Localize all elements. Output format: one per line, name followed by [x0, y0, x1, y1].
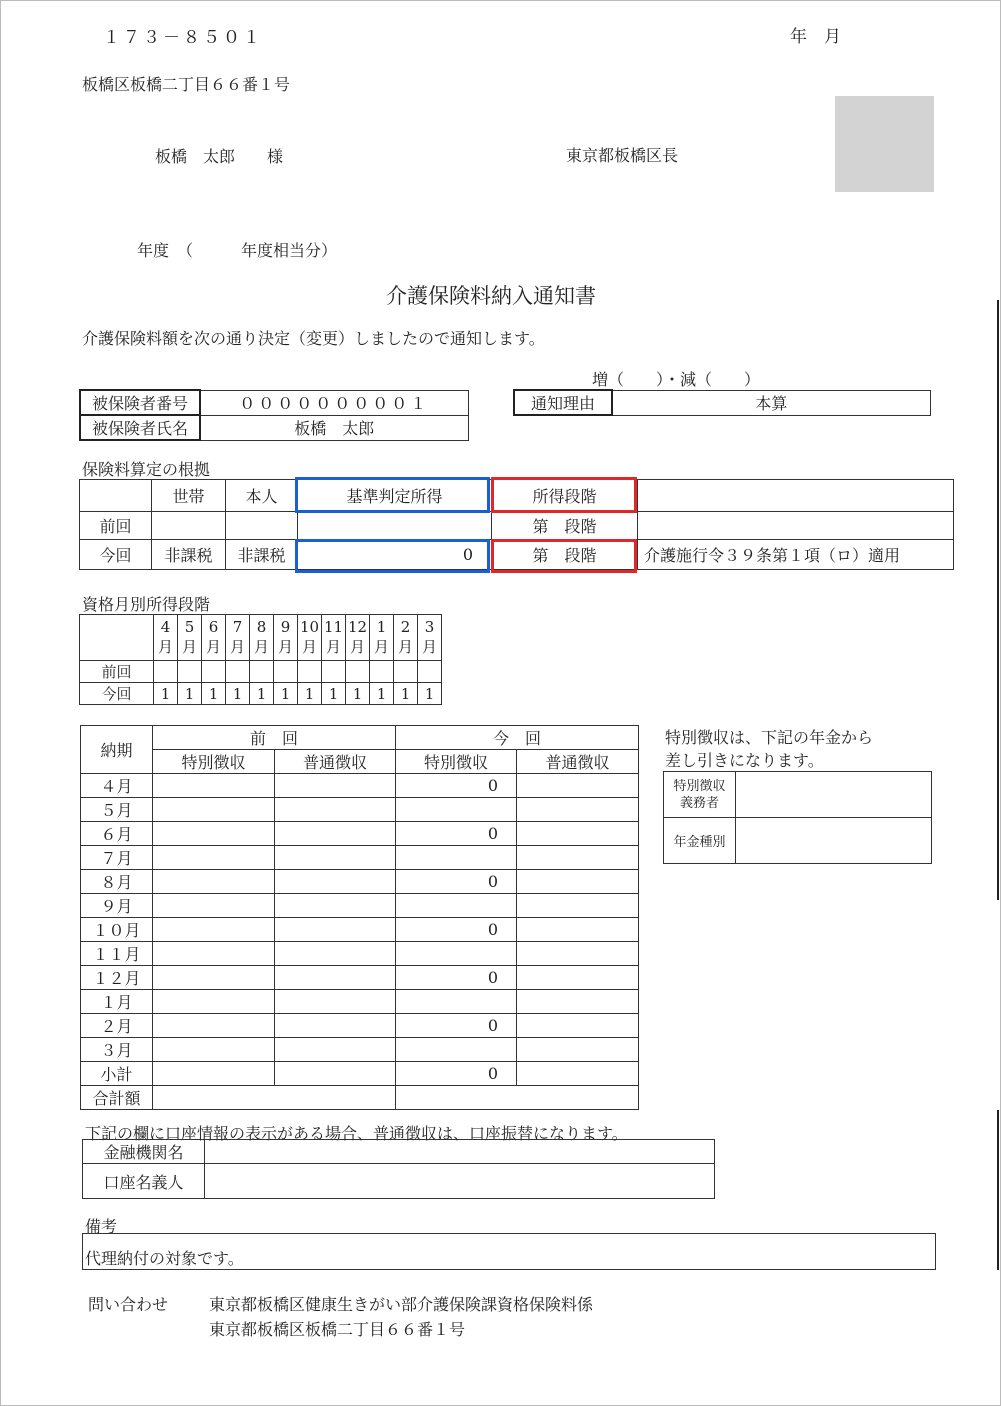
payment-curr-special	[396, 990, 517, 1014]
payment-prev-normal-label: 普通徴収	[275, 750, 396, 774]
month-header: 1 月	[370, 615, 394, 661]
basis-header-note	[638, 480, 954, 512]
bank-institution-value	[205, 1140, 715, 1164]
payment-row	[81, 918, 639, 942]
payment-row	[81, 798, 639, 822]
pension-type-value	[736, 818, 932, 864]
obligor-value	[736, 772, 932, 818]
recipient-address: 板橋区板橋二丁目６６番１号	[82, 75, 291, 94]
basis-stage: 第 段階	[492, 512, 638, 540]
payment-curr-normal	[517, 846, 639, 870]
monthly-cell: 1	[298, 683, 322, 705]
obligor-label: 特別徴収 義務者	[664, 772, 736, 818]
payment-period-label: 納期	[81, 726, 153, 774]
basis-income	[298, 512, 492, 540]
notice-reason-value: 本算	[612, 390, 930, 415]
payment-prev-special	[153, 846, 275, 870]
payment-curr-label: 今 回	[396, 726, 639, 750]
basis-household: 非課税	[152, 540, 226, 570]
payment-prev-special-label: 特別徴収	[153, 750, 275, 774]
month-header: 10 月	[298, 615, 322, 661]
month-header: 3 月	[418, 615, 442, 661]
payment-curr-normal	[517, 1062, 639, 1086]
payment-row	[81, 990, 639, 1014]
payment-curr-normal	[517, 822, 639, 846]
monthly-cell	[154, 661, 178, 683]
payment-curr-normal	[517, 990, 639, 1014]
account-holder-value	[205, 1164, 715, 1199]
monthly-cell: 1	[154, 683, 178, 705]
payment-curr-normal	[517, 870, 639, 894]
payment-curr-normal	[517, 1014, 639, 1038]
change-indicator: 増（ ）・減（ ）	[592, 370, 761, 389]
payment-prev-normal	[275, 822, 396, 846]
payment-total-prev	[153, 1086, 396, 1110]
monthly-cell: 1	[394, 683, 418, 705]
payment-curr-special	[396, 1038, 517, 1062]
document-title: 介護保険料納入通知書	[386, 284, 596, 308]
income-value-highlight	[295, 539, 490, 573]
basis-note	[638, 512, 954, 540]
month-header: 2 月	[394, 615, 418, 661]
monthly-cell	[346, 661, 370, 683]
payment-curr-special: 0	[396, 966, 517, 990]
scan-edge-line	[997, 300, 999, 900]
payment-month: ７月	[81, 846, 153, 870]
basis-self: 非課税	[226, 540, 298, 570]
month-header: 6 月	[202, 615, 226, 661]
monthly-cell	[274, 661, 298, 683]
remarks-box	[82, 1233, 936, 1270]
payment-curr-normal-label: 普通徴収	[517, 750, 639, 774]
monthly-cell: 1	[370, 683, 394, 705]
payment-curr-special: 0	[396, 918, 517, 942]
basis-header-household: 世帯	[152, 480, 226, 512]
monthly-cell: 1	[346, 683, 370, 705]
basis-row-label: 前回	[80, 512, 152, 540]
payment-prev-special	[153, 822, 275, 846]
postal-code: １７３－８５０１	[103, 28, 263, 48]
payment-prev-normal	[275, 942, 396, 966]
payment-curr-special	[396, 894, 517, 918]
month-header: 9 月	[274, 615, 298, 661]
payment-curr-normal	[517, 1038, 639, 1062]
payment-curr-normal	[517, 798, 639, 822]
payment-curr-normal	[517, 942, 639, 966]
payment-subheader-row	[81, 750, 639, 774]
stage-value-highlight	[491, 539, 637, 573]
monthly-cell: 1	[274, 683, 298, 705]
monthly-cell	[178, 661, 202, 683]
payment-month: ５月	[81, 798, 153, 822]
monthly-row-current	[80, 683, 442, 705]
stage-header-highlight	[491, 477, 637, 513]
payment-month: １１月	[81, 942, 153, 966]
issuer-name: 東京都板橋区長	[566, 146, 679, 165]
month-header: 11 月	[322, 615, 346, 661]
payment-header-row	[81, 726, 639, 750]
payment-prev-normal	[275, 1038, 396, 1062]
seal-stamp-placeholder	[835, 96, 934, 192]
monthly-cell: 1	[418, 683, 442, 705]
payment-curr-normal	[517, 918, 639, 942]
month-header: 7 月	[226, 615, 250, 661]
bank-institution-label: 金融機関名	[83, 1140, 205, 1164]
payment-row	[81, 822, 639, 846]
monthly-section-title: 資格月別所得段階	[82, 595, 211, 614]
payment-prev-normal	[275, 1062, 396, 1086]
payment-subtotal-row	[81, 1062, 639, 1086]
insured-name-label: 被保険者氏名	[80, 415, 200, 440]
payment-row	[81, 966, 639, 990]
monthly-cell: 1	[250, 683, 274, 705]
payment-prev-normal	[275, 774, 396, 798]
basis-row-label: 今回	[80, 540, 152, 570]
payment-curr-special: 0	[396, 1014, 517, 1038]
payment-prev-special	[153, 1038, 275, 1062]
payment-total-label: 合計額	[81, 1086, 153, 1110]
month-header: 5 月	[178, 615, 202, 661]
basis-note: 介護施行令３９条第１項（ロ）適用	[638, 540, 954, 570]
monthly-cell	[250, 661, 274, 683]
payment-month: １２月	[81, 966, 153, 990]
payment-prev-special	[153, 774, 275, 798]
basis-stage: 第 段階	[492, 540, 638, 570]
payment-prev-label: 前 回	[153, 726, 396, 750]
pension-type-label: 年金種別	[664, 818, 736, 864]
payment-prev-special	[153, 918, 275, 942]
month-header: 4 月	[154, 615, 178, 661]
special-collection-table	[663, 771, 932, 864]
monthly-cell	[418, 661, 442, 683]
monthly-cell	[226, 661, 250, 683]
payment-row	[81, 894, 639, 918]
payment-month: ８月	[81, 870, 153, 894]
payment-month: 小計	[81, 1062, 153, 1086]
payment-prev-special	[153, 942, 275, 966]
payment-month: ３月	[81, 1038, 153, 1062]
payment-schedule-table	[80, 725, 639, 1110]
month-header: 8 月	[250, 615, 274, 661]
payment-row	[81, 1038, 639, 1062]
monthly-row-label: 前回	[80, 661, 154, 683]
monthly-header-blank	[80, 615, 154, 661]
payment-prev-special	[153, 1062, 275, 1086]
payment-month: ４月	[81, 774, 153, 798]
scan-edge-line	[997, 1110, 999, 1270]
monthly-cell	[298, 661, 322, 683]
monthly-cell	[394, 661, 418, 683]
payment-row	[81, 1014, 639, 1038]
payment-prev-normal	[275, 798, 396, 822]
monthly-cell: 1	[226, 683, 250, 705]
payment-curr-normal	[517, 774, 639, 798]
payment-curr-special: 0	[396, 870, 517, 894]
monthly-cell	[370, 661, 394, 683]
fiscal-year-label: 年度 （ 年度相当分）	[137, 241, 338, 260]
contact-department: 東京都板橋区健康生きがい部介護保険課資格保険料係	[209, 1295, 594, 1314]
insured-number-label: 被保険者番号	[80, 390, 200, 415]
payment-prev-special	[153, 990, 275, 1014]
income-header-highlight	[295, 477, 490, 513]
contact-label: 問い合わせ	[88, 1295, 169, 1314]
payment-curr-special	[396, 942, 517, 966]
basis-header-stage: 所得段階	[492, 480, 638, 512]
issue-date-label: 年 月	[790, 27, 841, 47]
payment-prev-special	[153, 894, 275, 918]
payment-prev-special	[153, 1014, 275, 1038]
payment-total-row	[81, 1086, 639, 1110]
payment-curr-normal	[517, 894, 639, 918]
basis-income: 0	[298, 540, 492, 570]
payment-curr-normal	[517, 966, 639, 990]
payment-prev-normal	[275, 918, 396, 942]
payment-curr-special: 0	[396, 822, 517, 846]
recipient-name: 板橋 太郎 様	[155, 147, 284, 166]
monthly-header-row	[80, 615, 442, 661]
remarks-label: 備考	[85, 1217, 118, 1236]
payment-prev-special	[153, 870, 275, 894]
insured-number-value: ０００００００００１	[200, 390, 468, 415]
bank-account-table	[82, 1139, 715, 1199]
payment-prev-normal	[275, 1014, 396, 1038]
intro-text: 介護保険料額を次の通り決定（変更）しましたので通知します。	[82, 329, 545, 348]
insured-name-value: 板橋 太郎	[200, 415, 468, 440]
account-holder-label: 口座名義人	[83, 1164, 205, 1199]
notice-reason-table	[513, 389, 931, 416]
payment-curr-special-label: 特別徴収	[396, 750, 517, 774]
payment-prev-normal	[275, 846, 396, 870]
payment-row	[81, 870, 639, 894]
monthly-stage-table	[79, 614, 442, 705]
monthly-cell	[202, 661, 226, 683]
payment-prev-special	[153, 966, 275, 990]
payment-row	[81, 774, 639, 798]
special-collection-note: 特別徴収は、下記の年金から 差し引きになります。	[665, 728, 874, 770]
basis-household	[152, 512, 226, 540]
monthly-cell: 1	[322, 683, 346, 705]
payment-curr-special	[396, 846, 517, 870]
payment-month: ２月	[81, 1014, 153, 1038]
notice-reason-label: 通知理由	[514, 390, 612, 415]
payment-row	[81, 942, 639, 966]
payment-curr-special: 0	[396, 1062, 517, 1086]
insured-info-table	[79, 389, 469, 441]
payment-prev-normal	[275, 966, 396, 990]
monthly-cell: 1	[178, 683, 202, 705]
basis-header-blank	[80, 480, 152, 512]
payment-month: ６月	[81, 822, 153, 846]
payment-month: ９月	[81, 894, 153, 918]
payment-total-curr	[396, 1086, 639, 1110]
monthly-row-label: 今回	[80, 683, 154, 705]
payment-prev-normal	[275, 990, 396, 1014]
payment-month: １月	[81, 990, 153, 1014]
payment-prev-special	[153, 798, 275, 822]
monthly-cell	[322, 661, 346, 683]
contact-address: 東京都板橋区板橋二丁目６６番１号	[209, 1320, 466, 1339]
basis-header-income: 基準判定所得	[298, 480, 492, 512]
payment-curr-special: 0	[396, 774, 517, 798]
monthly-cell: 1	[202, 683, 226, 705]
bank-note: 下記の欄に口座情報の表示がある場合、普通徴収は、口座振替になります。	[85, 1124, 628, 1143]
payment-row	[81, 846, 639, 870]
payment-prev-normal	[275, 894, 396, 918]
payment-prev-normal	[275, 870, 396, 894]
remarks-value: 代理納付の対象です。	[83, 1234, 936, 1270]
payment-month: １０月	[81, 918, 153, 942]
basis-header-self: 本人	[226, 480, 298, 512]
basis-self	[226, 512, 298, 540]
monthly-row-previous	[80, 661, 442, 683]
basis-row-previous	[80, 512, 954, 540]
payment-curr-special	[396, 798, 517, 822]
basis-section-title: 保険料算定の根拠	[82, 460, 211, 479]
month-header: 12 月	[346, 615, 370, 661]
